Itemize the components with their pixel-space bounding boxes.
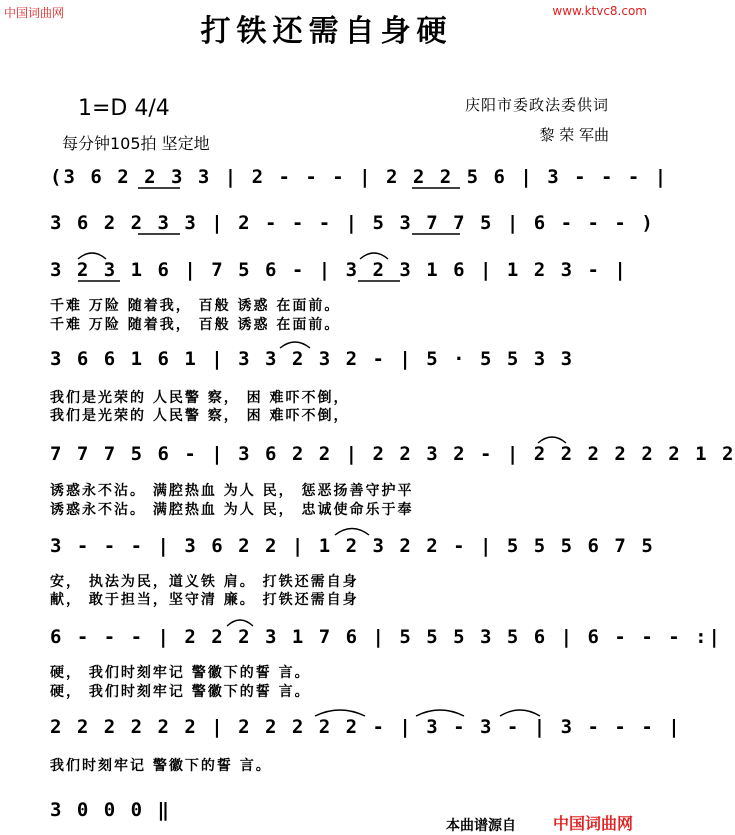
lyric-line-6b: 献， 敢于担当，坚守清 廉。 打铁还需自身	[50, 592, 359, 608]
lyric-line-3b: 千难 万险 随着我， 百般 诱惑 在面前。	[50, 317, 341, 333]
slur-mark	[335, 529, 369, 536]
tempo-marking: 每分钟105拍 坚定地	[62, 134, 210, 153]
slur-mark	[360, 253, 388, 259]
music-line-2: 3 6 2 2 3 3 | 2 - - - | 5 3 7 7 5 | 6 - - - )	[50, 212, 655, 234]
song-title: 打铁还需自身硬	[200, 14, 453, 49]
lyric-line-5b: 诱惑永不沾。 满腔热血 为人 民， 忠诚使命乐于奉	[50, 502, 414, 518]
slur-mark	[78, 253, 106, 259]
slur-mark	[538, 437, 566, 443]
lyric-line-8: 我们时刻牢记 警徽下的誓 言。	[50, 758, 272, 774]
slur-mark	[315, 710, 365, 716]
slur-mark	[416, 710, 464, 716]
watermark-right: www.ktvc8.com	[552, 4, 647, 18]
music-line-9: 3 0 0 0 ‖	[50, 799, 171, 821]
lyric-line-7a: 硬， 我们时刻牢记 警徽下的誓 言。	[50, 665, 311, 681]
music-line-4: 3 6 6 1 6 1 | 3 3 2 3 2 - | 5 · 5 5 3 3	[50, 348, 575, 370]
lyric-line-3a: 千难 万险 随着我， 百般 诱惑 在面前。	[50, 298, 341, 314]
music-line-1: (3 6 2 2 3 3 | 2 - - - | 2 2 2 5 6 | 3 - - - |	[50, 166, 669, 188]
composer-credit: 黎 荣 军曲	[539, 126, 609, 144]
watermark-left: 中国词曲网	[4, 6, 65, 20]
lyric-line-6a: 安， 执法为民，道义铁 肩。 打铁还需自身	[50, 574, 359, 590]
lyric-line-4a: 我们是光荣的 人民警 察， 困 难吓不倒，	[50, 390, 350, 406]
music-line-6: 3 - - - | 3 6 2 2 | 1 2 3 2 2 - | 5 5 5 6 7 5	[50, 535, 655, 557]
footer-source: 本曲谱源自	[446, 818, 516, 834]
music-line-7: 6 - - - | 2 2 2 3 1 7 6 | 5 5 5 3 5 6 | 6 - - - :|	[50, 626, 722, 648]
music-line-8: 2 2 2 2 2 2 | 2 2 2 2 2 - | 3 - 3 - | 3 - - - |	[50, 716, 682, 738]
slur-mark	[227, 620, 253, 626]
key-signature: 1=D 4/4	[78, 96, 170, 121]
lyric-line-7b: 硬， 我们时刻牢记 警徽下的誓 言。	[50, 684, 311, 700]
watermark-logo: 中国词曲网	[553, 814, 634, 833]
lyric-line-5a: 诱惑永不沾。 满腔热血 为人 民， 惩恶扬善守护平	[50, 483, 414, 499]
lyricist-credit: 庆阳市委政法委供词	[464, 96, 609, 114]
slur-mark	[280, 342, 310, 348]
lyric-line-4b: 我们是光荣的 人民警 察， 困 难吓不倒，	[50, 408, 350, 424]
slur-mark	[500, 710, 540, 716]
music-line-5: 7 7 7 5 6 - | 3 6 2 2 | 2 2 3 2 - | 2 2 2 2 2 2 1 2	[50, 443, 735, 465]
music-line-3: 3 2 3 1 6 | 7 5 6 - | 3 2 3 1 6 | 1 2 3 - |	[50, 259, 628, 281]
